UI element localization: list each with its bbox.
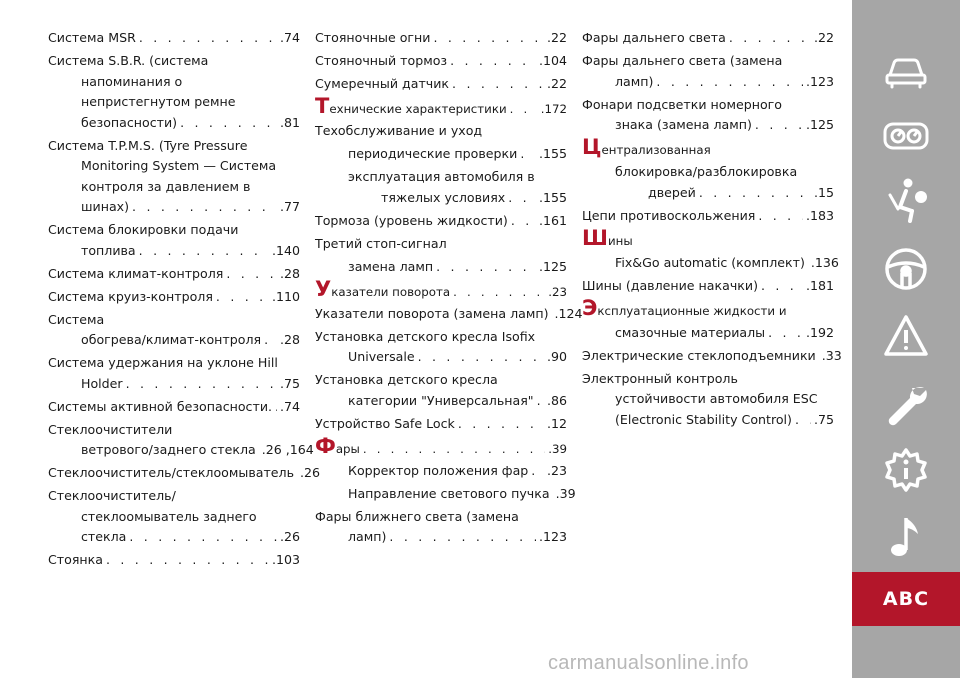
entry-line	[615, 183, 834, 204]
entry-line	[48, 241, 300, 262]
index-entry[interactable]	[48, 28, 300, 49]
index-entry[interactable]	[48, 550, 300, 571]
heading-rest: ентрализованная	[601, 143, 711, 157]
index-entry[interactable]	[48, 51, 300, 133]
entry-line	[582, 225, 834, 251]
entry-text: ламп)	[615, 73, 654, 89]
entry-line	[48, 197, 300, 218]
entry-line	[582, 369, 834, 390]
page-number: .125	[805, 117, 834, 132]
entry-line	[315, 370, 567, 391]
entry-line	[315, 527, 567, 548]
dot-leader	[180, 113, 277, 134]
entry-text: Universale	[348, 349, 415, 364]
entry-line	[315, 234, 567, 255]
heading-text	[582, 225, 633, 251]
wrench-icon[interactable]	[882, 380, 930, 428]
letter-heading-entry[interactable]	[315, 94, 567, 119]
entry-line	[582, 28, 834, 49]
dot-leader	[226, 264, 277, 285]
entry-text: Электронный контроль	[582, 370, 738, 386]
entry-text: Тормоза (уровень жидкости)	[315, 212, 508, 228]
entry-text: Стоянка	[48, 552, 103, 567]
entry-line	[315, 414, 567, 435]
entry-line	[48, 287, 300, 308]
entry-line	[48, 463, 321, 484]
entry-text: Устройство Safe Lock	[315, 415, 455, 431]
entry-line	[315, 433, 567, 459]
entry-text: Фары ближнего света (замена	[315, 508, 519, 524]
heading-rest: ехнические характеристики	[329, 102, 507, 116]
page-number: .86	[546, 392, 567, 408]
index-entry[interactable]	[582, 162, 834, 203]
index-entry[interactable]	[582, 369, 834, 431]
index-entry[interactable]	[48, 287, 300, 308]
entry-text: безопасности)	[81, 114, 178, 130]
entry-text: Стояночный тормоз	[315, 53, 448, 68]
entry-text: обогрева/климат-контроля	[81, 332, 262, 347]
entry-text: Указатели поворота (замена ламп)	[315, 305, 549, 321]
entry-text: Третий стоп-сигнал	[315, 235, 447, 251]
index-entry[interactable]	[582, 28, 834, 49]
entry-text: Система MSR	[48, 30, 136, 45]
page-number: .123	[538, 529, 567, 544]
initial-letter: У	[315, 276, 332, 301]
dot-leader	[389, 527, 536, 548]
dot-leader	[126, 374, 277, 395]
dot-leader	[768, 323, 803, 344]
dot-leader	[656, 72, 803, 93]
index-entry[interactable]	[48, 420, 314, 461]
entry-line	[582, 115, 834, 136]
index-entry[interactable]	[582, 276, 834, 297]
heading-text	[315, 276, 451, 302]
page-number: .74	[279, 30, 300, 45]
entry-line	[48, 486, 300, 507]
index-column-2	[315, 28, 583, 550]
page-number: .77	[279, 199, 300, 214]
page-number: .39	[555, 485, 576, 501]
dot-leader	[106, 550, 269, 571]
index-entry[interactable]	[315, 304, 583, 325]
entry-text: ветрового/заднего стекла	[81, 442, 256, 457]
entry-text: Электрические стеклоподъемники	[582, 347, 816, 363]
entry-text: Система круиз-контроля	[48, 288, 213, 304]
entry-text: Сумеречный датчик	[315, 76, 450, 91]
entry-line	[582, 135, 834, 160]
page-number: .155	[538, 146, 567, 161]
index-entry[interactable]	[315, 121, 567, 142]
entry-text: Системы активной безопасности.	[48, 398, 273, 414]
entry-text: Система удержания на уклоне Hill	[48, 355, 278, 370]
entry-line	[48, 136, 300, 157]
initial-letter: Ш	[582, 225, 608, 250]
entry-line	[48, 550, 300, 571]
car-icon[interactable]	[882, 47, 930, 95]
index-entry[interactable]	[315, 234, 567, 255]
entry-text: Направление светового пучка	[348, 485, 550, 501]
dot-leader	[450, 51, 536, 72]
entry-line	[348, 257, 567, 278]
letter-heading-entry[interactable]	[582, 225, 834, 251]
index-entry[interactable]	[315, 74, 567, 95]
dot-leader	[433, 28, 544, 49]
dot-leader	[537, 391, 544, 412]
dot-leader	[795, 410, 811, 431]
page-number: .183	[805, 207, 834, 223]
page-number: .33	[821, 347, 842, 363]
letter-heading-entry[interactable]	[582, 295, 834, 321]
entry-line	[582, 389, 834, 410]
page-number: .22	[546, 30, 567, 45]
entry-text: периодические проверки	[348, 146, 518, 161]
heading-text	[582, 135, 711, 160]
page-number: .124	[554, 305, 583, 321]
entry-line	[48, 220, 300, 241]
entry-line	[48, 310, 300, 331]
page-number: .74	[279, 398, 300, 414]
entry-text: тяжелых условиях	[381, 189, 506, 205]
steering-wheel-icon[interactable]	[882, 245, 930, 293]
page-number: .136	[810, 254, 839, 270]
entry-line	[48, 330, 300, 351]
index-entry[interactable]	[315, 28, 567, 49]
page-number: .26	[300, 465, 321, 480]
entry-line	[48, 374, 300, 395]
page-number: .123	[805, 73, 834, 89]
letter-heading-entry[interactable]	[315, 276, 567, 302]
entry-text: Корректор положения фар	[348, 462, 529, 478]
entry-line	[315, 74, 567, 95]
dashboard-icon[interactable]	[882, 112, 930, 160]
index-entry[interactable]	[582, 323, 834, 344]
dot-leader	[511, 211, 536, 232]
page-number: .15	[813, 184, 834, 200]
entry-text: Фонари подсветки номерного	[582, 96, 782, 112]
entry-text: Цепи противоскольжения	[582, 207, 756, 223]
page-number: .103	[271, 552, 300, 567]
page-number: .22	[813, 30, 834, 45]
dot-leader	[755, 115, 803, 136]
dot-leader	[275, 397, 277, 418]
entry-text: знака (замена ламп)	[615, 117, 752, 132]
entry-line	[48, 113, 300, 134]
heading-rest: казатели поворота	[331, 284, 451, 299]
index-entry[interactable]	[48, 486, 300, 548]
entry-line	[582, 95, 834, 116]
entry-text: стеклоомыватель заднего	[81, 508, 257, 524]
entry-line	[315, 94, 567, 119]
initial-letter: Ц	[582, 135, 602, 159]
entry-line	[582, 51, 834, 72]
entry-text: Система климат-контроля	[48, 265, 224, 281]
entry-line	[582, 276, 834, 297]
entry-line	[48, 507, 300, 528]
entry-text: топлива	[81, 242, 136, 258]
entry-text: устойчивости автомобиля ESC	[615, 391, 818, 406]
page-number: .140	[271, 242, 300, 258]
dot-leader	[418, 347, 544, 368]
entry-line	[48, 420, 300, 441]
index-column-3	[582, 28, 842, 433]
page-number: .155	[538, 189, 567, 205]
entry-line	[582, 346, 842, 367]
entry-text: Monitoring System — Система	[81, 158, 277, 173]
entry-text: Стеклоочистители	[48, 421, 173, 437]
page-number: .12	[546, 415, 567, 431]
entry-line	[582, 295, 834, 321]
dot-leader	[520, 144, 536, 165]
page-number: .172	[540, 102, 567, 116]
index-entry[interactable]	[315, 414, 567, 435]
index-entry[interactable]	[315, 144, 567, 165]
page-number: .90	[546, 349, 567, 364]
entry-text: (Electronic Stability Control)	[615, 411, 792, 427]
entry-line	[315, 51, 567, 72]
entry-text: Fix&Go automatic (комплект)	[615, 254, 805, 270]
page-number: .75	[813, 411, 834, 427]
index-entry[interactable]	[48, 397, 300, 418]
heading-text	[315, 433, 360, 459]
entry-line	[48, 440, 314, 461]
dot-leader	[264, 330, 277, 351]
index-entry[interactable]	[315, 507, 567, 548]
index-entry[interactable]	[315, 211, 567, 232]
heading-text	[315, 94, 507, 119]
dot-leader	[363, 439, 545, 459]
index-entry[interactable]	[582, 206, 834, 227]
index-entry[interactable]	[582, 346, 842, 367]
entry-line	[582, 72, 834, 93]
page-number: .28	[279, 332, 300, 347]
entry-text: Фары дальнего света (замена	[582, 53, 783, 68]
entry-text: контроля за давлением в	[81, 178, 251, 194]
heading-rest: ины	[607, 233, 633, 248]
entry-line	[48, 264, 300, 285]
entry-line	[315, 121, 567, 142]
entry-text: Система T.P.M.S. (Tyre Pressure	[48, 137, 248, 153]
page-number: .161	[538, 212, 567, 228]
entry-line	[48, 72, 300, 93]
dot-leader	[729, 28, 811, 49]
entry-line	[348, 461, 567, 482]
index-entry[interactable]	[315, 51, 567, 72]
entry-text: Стояночные огни	[315, 30, 431, 45]
dot-leader	[508, 188, 536, 209]
index-column-1	[48, 28, 321, 573]
entry-line	[48, 51, 300, 72]
entry-text: Фары дальнего света	[582, 30, 726, 45]
index-entry[interactable]	[315, 167, 567, 208]
dot-leader	[699, 183, 811, 204]
heading-text	[582, 295, 787, 321]
initial-letter: Ф	[315, 433, 336, 458]
letter-heading-entry[interactable]	[582, 135, 834, 160]
entry-text: Holder	[81, 375, 123, 391]
entry-text: смазочные материалы	[615, 324, 766, 340]
page-number: .23	[548, 284, 567, 299]
index-entry[interactable]	[315, 484, 576, 505]
index-entry[interactable]	[582, 253, 839, 274]
entry-text: Стеклоочиститель/стеклоомыватель	[48, 465, 295, 480]
dot-leader	[132, 197, 277, 218]
entry-line	[315, 276, 567, 302]
index-entry[interactable]	[582, 51, 834, 92]
dot-leader	[216, 287, 269, 308]
page-number: .75	[279, 375, 300, 391]
entry-text: стекла	[81, 529, 127, 544]
index-entry[interactable]	[315, 257, 567, 278]
dot-leader	[452, 74, 544, 95]
index-entry[interactable]	[582, 95, 834, 136]
index-entry[interactable]	[48, 353, 300, 394]
abc-label: ABC	[882, 588, 930, 610]
dot-leader	[139, 28, 277, 49]
entry-line	[48, 177, 300, 198]
entry-text: замена ламп	[348, 258, 434, 274]
dot-leader	[129, 527, 277, 548]
entry-text: Шины (давление накачки)	[582, 277, 758, 293]
entry-line	[315, 211, 567, 232]
page-number: .104	[538, 53, 567, 68]
entry-text: Установка детского кресла Isofix	[315, 328, 536, 344]
entry-text: Техобслуживание и уход	[315, 123, 483, 138]
index-entry[interactable]	[315, 327, 567, 368]
page-number: .192	[805, 324, 834, 340]
entry-line	[348, 167, 567, 188]
page-number: .81	[279, 114, 300, 130]
entry-text: непристегнутом ремне	[81, 94, 236, 109]
page-number: .181	[805, 277, 834, 293]
entry-line	[48, 397, 300, 418]
entry-line	[315, 391, 567, 412]
heading-rest: ксплуатационные жидкости и	[597, 303, 787, 318]
dot-leader	[436, 257, 536, 278]
warning-triangle-icon[interactable]	[882, 312, 930, 360]
entry-text: эксплуатация автомобиля в	[348, 169, 535, 184]
entry-line	[315, 304, 583, 325]
entry-line	[315, 347, 567, 368]
entry-line	[615, 323, 834, 344]
letter-heading-entry[interactable]	[315, 433, 567, 459]
index-entry[interactable]	[48, 264, 300, 285]
initial-letter: Э	[582, 295, 598, 320]
index-entry[interactable]	[315, 370, 567, 411]
entry-line	[348, 144, 567, 165]
dot-leader	[453, 282, 545, 302]
entry-text: дверей	[648, 184, 696, 200]
dot-leader	[758, 206, 803, 227]
entry-text: категории "Универсальная"	[348, 392, 534, 408]
entry-line	[315, 507, 567, 528]
index-entry[interactable]	[48, 310, 300, 351]
heading-rest: ары	[335, 441, 360, 456]
entry-line	[48, 527, 300, 548]
entry-line	[48, 28, 300, 49]
airbag-seat-icon[interactable]	[882, 175, 930, 223]
dot-leader	[531, 461, 544, 482]
page-number: .26	[279, 529, 300, 544]
entry-text: Стеклоочиститель/	[48, 488, 176, 503]
entry-line	[315, 28, 567, 49]
page-number: .23	[546, 462, 567, 478]
watermark: carmanualsonline.info	[548, 652, 749, 674]
dot-leader	[510, 99, 538, 119]
entry-line	[48, 353, 300, 374]
entry-line	[48, 92, 300, 113]
page-number: .125	[538, 258, 567, 274]
entry-text: блокировка/разблокировка	[615, 164, 798, 179]
entry-text: Система S.B.R. (система	[48, 53, 209, 68]
entry-text: ламп)	[348, 529, 387, 544]
chapter-sidebar	[852, 0, 960, 678]
entry-text: напоминания о	[81, 73, 183, 89]
dot-leader	[761, 276, 803, 297]
entry-text: шинах)	[81, 199, 130, 214]
index-entry[interactable]	[48, 220, 300, 261]
dot-leader	[458, 414, 544, 435]
entry-text: Система	[48, 311, 105, 327]
entry-text: Система блокировки подачи	[48, 222, 239, 237]
index-entry[interactable]	[315, 461, 567, 482]
page-number: .110	[271, 288, 300, 304]
page-number: .26 ,164	[261, 442, 314, 457]
page-number: .22	[546, 76, 567, 91]
index-entry[interactable]	[48, 136, 300, 218]
initial-letter: Т	[315, 94, 330, 118]
music-note-icon[interactable]	[882, 512, 930, 560]
entry-line	[48, 156, 300, 177]
entry-text: Установка детского кресла	[315, 372, 498, 387]
info-gear-icon[interactable]	[882, 446, 930, 494]
entry-line	[348, 188, 567, 209]
entry-line	[348, 484, 576, 505]
entry-line	[615, 162, 834, 183]
entry-line	[315, 327, 567, 348]
index-entry[interactable]	[48, 463, 321, 484]
page-number: .39	[548, 441, 567, 456]
abc-tab[interactable]	[852, 572, 960, 626]
entry-line	[582, 410, 834, 431]
page-number: .28	[279, 265, 300, 281]
entry-line	[582, 206, 834, 227]
entry-line	[615, 253, 839, 274]
dot-leader	[139, 241, 269, 262]
